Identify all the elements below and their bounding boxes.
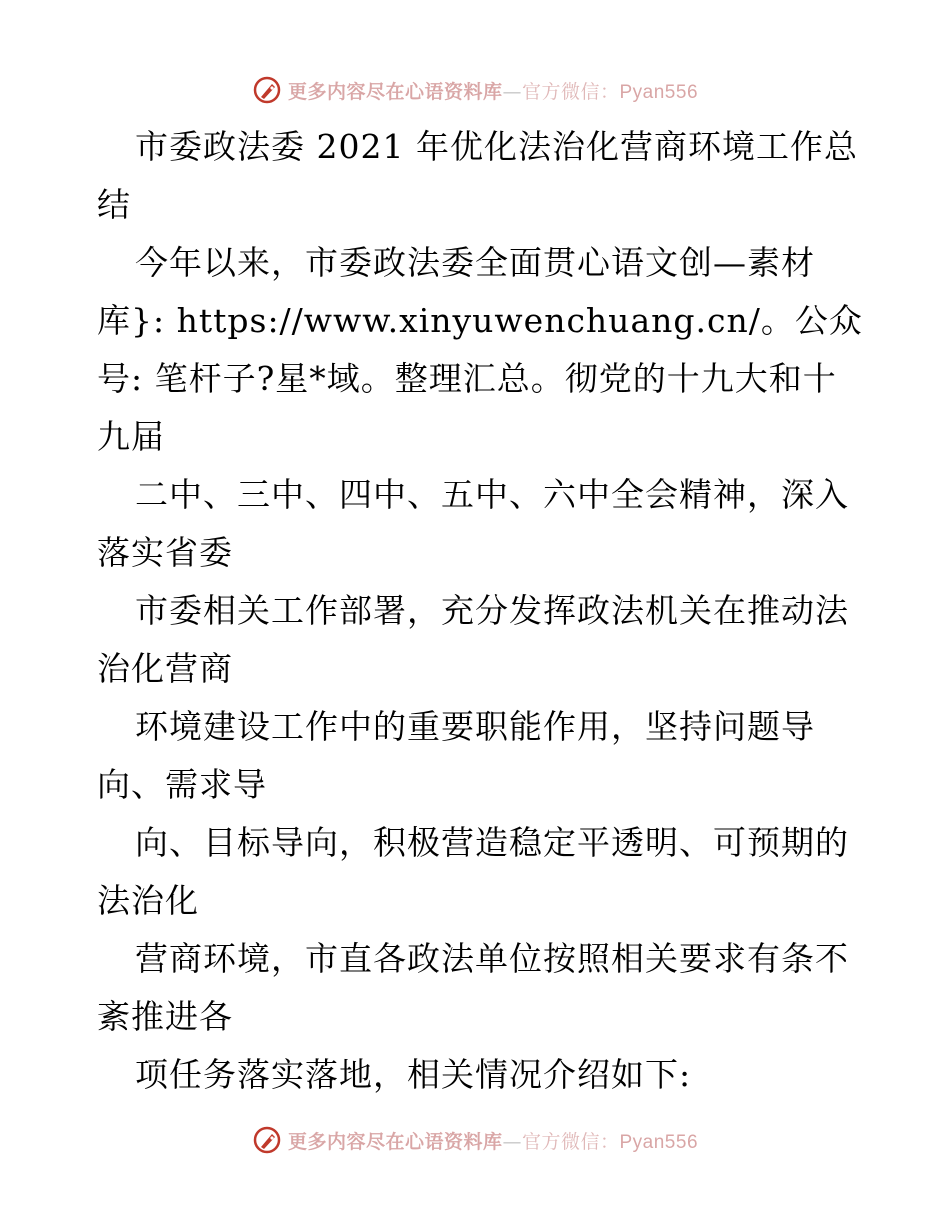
banner-text	[288, 1127, 698, 1154]
banner-wechat-label: 官方微信：	[521, 80, 620, 103]
banner-text	[288, 77, 698, 104]
paragraph-line: 落实省委	[97, 533, 233, 572]
pen-nib-logo-icon	[252, 75, 282, 105]
banner-wechat-label: 官方微信：	[521, 1130, 620, 1153]
paragraph-line: 市委相关工作部署，充分发挥政法机关在推动法	[135, 591, 849, 630]
banner-dash: —	[502, 1130, 522, 1153]
paragraph-line: 九届	[97, 417, 165, 456]
paragraph-line: 治化营商	[97, 649, 233, 688]
paragraph-line: 号: 笔杆子?星*域。整理汇总。彻党的十九大和十	[97, 359, 837, 398]
document-body	[97, 118, 863, 1104]
footer-watermark-banner	[0, 1120, 950, 1160]
header-watermark-banner	[0, 70, 950, 110]
banner-wechat-account: Pyan556	[619, 1131, 699, 1153]
paragraph-line: 向、目标导向，积极营造稳定平透明、可预期的	[135, 823, 849, 862]
banner-main-text: 更多内容尽在心语资料库	[287, 1130, 503, 1153]
paragraph-line: 库}: https://www.xinyuwenchuang.cn/。公众	[97, 301, 863, 340]
paragraph-line: 法治化	[97, 881, 199, 920]
banner-dash: —	[502, 80, 522, 103]
banner-wechat-account: Pyan556	[619, 81, 699, 103]
paragraph-line: 今年以来，市委政法委全面贯心语文创—素材	[135, 243, 815, 282]
paragraph-line: 二中、三中、四中、五中、六中全会精神，深入	[135, 475, 849, 514]
pen-nib-logo-icon	[252, 1125, 282, 1155]
paragraph-line: 环境建设工作中的重要职能作用，坚持问题导	[135, 707, 815, 746]
paragraph-line: 营商环境，市直各政法单位按照相关要求有条不	[135, 939, 849, 978]
paragraph-line: 紊推进各	[97, 997, 233, 1036]
title-line-2: 结	[97, 185, 131, 224]
paragraph-line: 项任务落实落地，相关情况介绍如下:	[135, 1055, 692, 1094]
title-line-1: 市委政法委 2021 年优化法治化营商环境工作总	[135, 127, 858, 166]
banner-main-text: 更多内容尽在心语资料库	[287, 80, 503, 103]
paragraph-line: 向、需求导	[97, 765, 267, 804]
